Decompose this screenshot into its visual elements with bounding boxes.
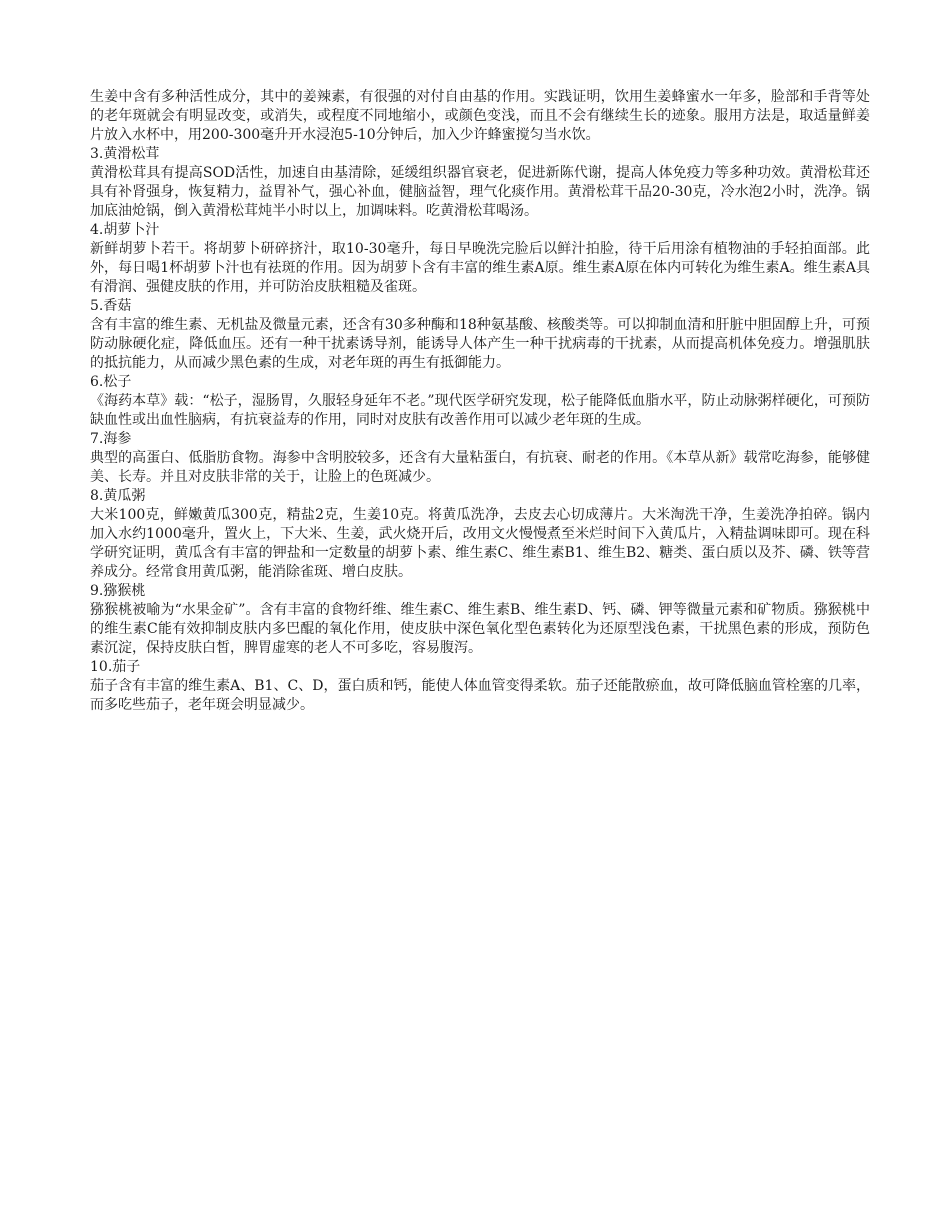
intro-paragraph: 生姜中含有多种活性成分，其中的姜辣素，有很强的对付自由基的作用。实践证明，饮用生姜蜂蜜水一年多，脸部和手背等处的老年斑就会有明显改变，或消失，或程度不同地缩小，或颜色变浅，而且不会有继续生长的迹象。服用方法是，取适量鲜姜片放入水杯中，用200-300毫升开水浸泡5-10分钟后，加入少许蜂蜜搅匀当水饮。: [90, 89, 870, 143]
section-heading-4: 4.胡萝卜汁: [90, 222, 160, 238]
section-heading-10: 10.茄子: [90, 659, 141, 675]
section-heading-9: 9.猕猴桃: [90, 583, 146, 599]
section-body-3: 黄滑松茸具有提高SOD活性，加速自由基清除，延缓组织器官衰老，促进新陈代谢，提高人体免疫力等多种功效。黄滑松茸还具有补肾强身，恢复精力，益胃补气，强心补血，健脑益智，理气化痰作用。黄滑松茸干品20-30克，冷水泡2小时，洗净。锅加底油炝锅，倒入黄滑松茸炖半小时以上，加调味料。吃黄滑松茸喝汤。: [90, 165, 870, 219]
section-body-7: 典型的高蛋白、低脂肪食物。海参中含明胶较多，还含有大量粘蛋白，有抗衰、耐老的作用。《本草从新》载常吃海参，能够健美、长寿。并且对皮肤非常的关于，让脸上的色斑减少。: [90, 450, 870, 485]
section-body-5: 含有丰富的维生素、无机盐及微量元素，还含有30多种酶和18种氨基酸、核酸类等。可以抑制血清和肝脏中胆固醇上升，可预防动脉硬化症，降低血压。还有一种干扰素诱导剂，能诱导人体产生一种干扰病毒的干扰素，从而提高机体免疫力。增强肌肤的抵抗能力，从而减少黑色素的生成，对老年斑的再生有抵御能力。: [90, 317, 870, 371]
section-body-4: 新鲜胡萝卜若干。将胡萝卜研碎挤汁，取10-30毫升，每日早晚洗完脸后以鲜汁拍脸，待干后用涂有植物油的手轻拍面部。此外，每日喝1杯胡萝卜汁也有祛斑的作用。因为胡萝卜含有丰富的维生素A原。维生素A原在体内可转化为维生素A。维生素A具有滑润、强健皮肤的作用，并可防治皮肤粗糙及雀斑。: [90, 241, 870, 295]
section-heading-6: 6.松子: [90, 374, 132, 390]
section-body-10: 茄子含有丰富的维生素A、B1、C、D，蛋白质和钙，能使人体血管变得柔软。茄子还能散瘀血，故可降低脑血管栓塞的几率，而多吃些茄子，老年斑会明显减少。: [90, 678, 870, 713]
section-heading-3: 3.黄滑松茸: [90, 146, 160, 162]
section-body-8: 大米100克，鲜嫩黄瓜300克，精盐2克，生姜10克。将黄瓜洗净，去皮去心切成薄片。大米淘洗干净，生姜洗净拍碎。锅内加入水约1000毫升，置火上，下大米、生姜，武火烧开后，改用文火慢慢煮至米烂时间下入黄瓜片，入精盐调味即可。现在科学研究证明，黄瓜含有丰富的钾盐和一定数量的胡萝卜素、维生素C、维生素B1、维生B2、糖类、蛋白质以及芥、磷、铁等营养成分。经常食用黄瓜粥，能消除雀斑、增白皮肤。: [90, 507, 870, 580]
section-heading-8: 8.黄瓜粥: [90, 488, 146, 504]
document-body: [90, 88, 870, 715]
section-body-9: 猕猴桃被喻为“水果金矿”。含有丰富的食物纤维、维生素C、维生素B、维生素D、钙、磷、钾等微量元素和矿物质。猕猴桃中的维生素C能有效抑制皮肤内多巴醌的氧化作用，使皮肤中深色氧化型色素转化为还原型浅色素，干扰黑色素的形成，预防色素沉淀，保持皮肤白皙，脾胃虚寒的老人不可多吃，容易腹泻。: [90, 602, 870, 656]
section-heading-7: 7.海参: [90, 431, 132, 447]
section-heading-5: 5.香菇: [90, 298, 132, 314]
section-body-6: 《海药本草》载：“松子，湿肠胃，久服轻身延年不老。”现代医学研究发现，松子能降低血脂水平，防止动脉粥样硬化，可预防缺血性或出血性脑病，有抗衰益寿的作用，同时对皮肤有改善作用可以减少老年斑的生成。: [90, 393, 870, 428]
